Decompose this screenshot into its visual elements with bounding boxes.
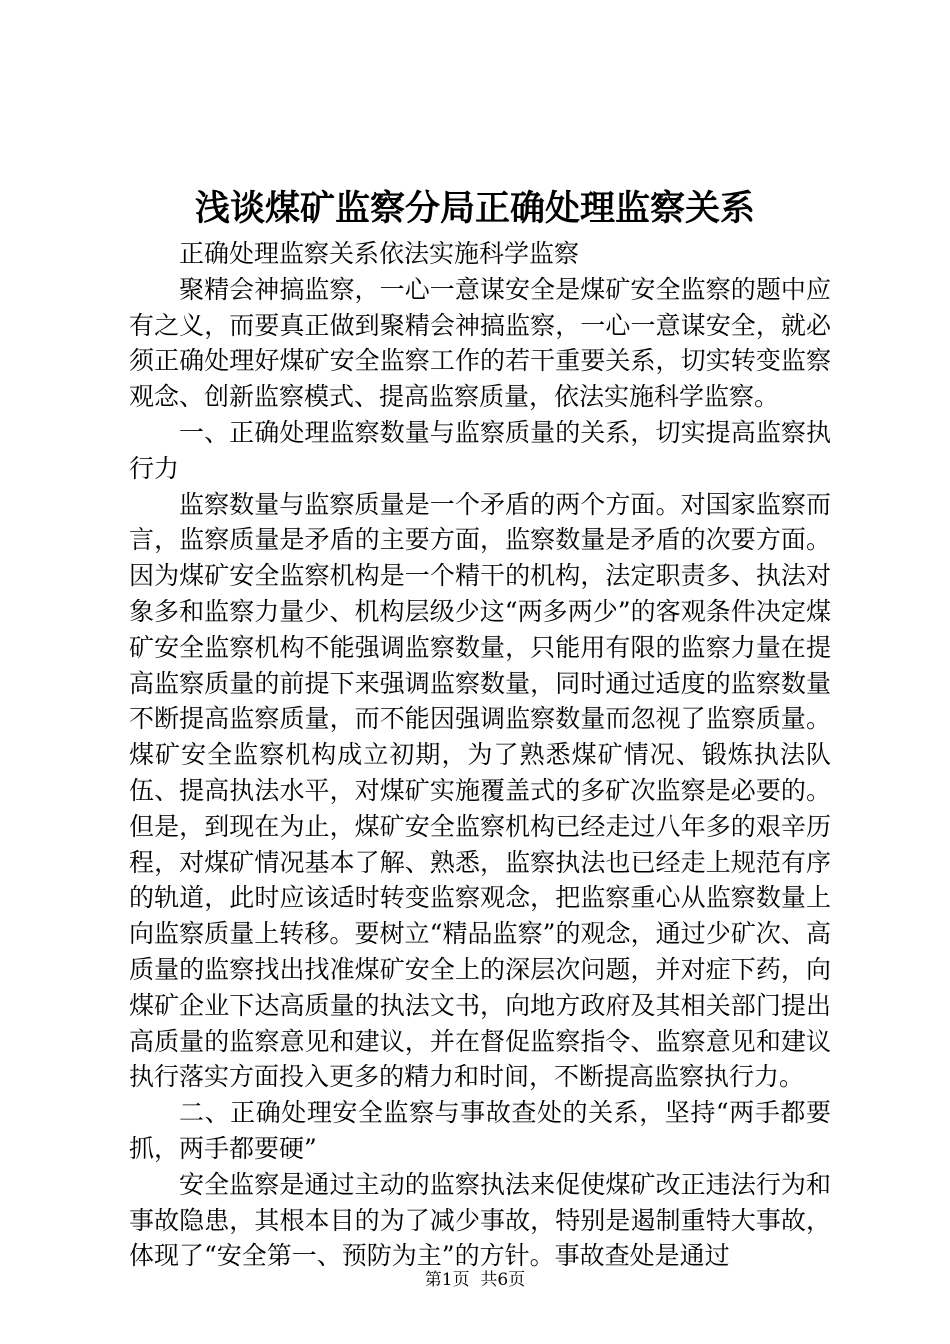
document-body bbox=[129, 236, 831, 1274]
paragraph-subtitle: 正确处理监察关系依法实施科学监察 bbox=[179, 239, 580, 268]
paragraph: 安全监察是通过主动的监察执法来促使煤矿改正违法行为和事故隐患，其根本目的为了减少事故，特别是遏制重特大事故，体现了“安全第一、预防为主”的方针。事故查处是通过 bbox=[129, 1169, 831, 1271]
page-number: 第1页 bbox=[424, 1270, 470, 1290]
page-total: 共6页 bbox=[480, 1270, 526, 1290]
section-heading: 二、正确处理安全监察与事故查处的关系，坚持“两手都要抓，两手都要硬” bbox=[129, 1098, 831, 1163]
paragraph: 监察数量与监察质量是一个矛盾的两个方面。对国家监察而言，监察质量是矛盾的主要方面，监察数量是矛盾的次要方面。因为煤矿安全监察机构是一个精干的机构，法定职责多、执法对象多和监察力量少、机构层级少这“两多两少”的客观条件决定煤矿安全监察机构不能强调监察数量，只能用有限的监察力量在提高监察质量的前提下来强调监察数量，同时通过适度的监察数量不断提高监察质量，而不能因强调监察数量而忽视了监察质量。煤矿安全监察机构成立初期，为了熟悉煤矿情况、锻炼执法队伍、提高执法水平，对煤矿实施覆盖式的多矿次监察是必要的。但是，到现在为止，煤矿安全监察机构已经走过八年多的艰辛历程，对煤矿情况基本了解、熟悉，监察执法也已经走上规范有序的轨道，此时应该适时转变监察观念，把监察重心从监察数量上向监察质量上转移。要树立“精品监察”的观念，通过少矿次、高质量的监察找出找准煤矿安全上的深层次问题，并对症下药，向煤矿企业下达高质量的执法文书，向地方政府及其相关部门提出高质量的监察意见和建议，并在督促监察指令、监察意见和建议执行落实方面投入更多的精力和时间，不断提高监察执行力。 bbox=[129, 489, 831, 1092]
section-heading: 一、正确处理监察数量与监察质量的关系，切实提高监察执行力 bbox=[129, 417, 831, 483]
page-footer bbox=[0, 1268, 950, 1292]
document-title: 浅谈煤矿监察分局正确处理监察关系 bbox=[194, 188, 755, 229]
paragraph: 聚精会神搞监察，一心一意谋安全是煤矿安全监察的题中应有之义，而要真正做到聚精会神搞监察，一心一意谋安全，就必须正确处理好煤矿安全监察工作的若干重要关系，切实转变监察观念、创新监察模式、提高监察质量，依法实施科学监察。 bbox=[129, 274, 831, 412]
